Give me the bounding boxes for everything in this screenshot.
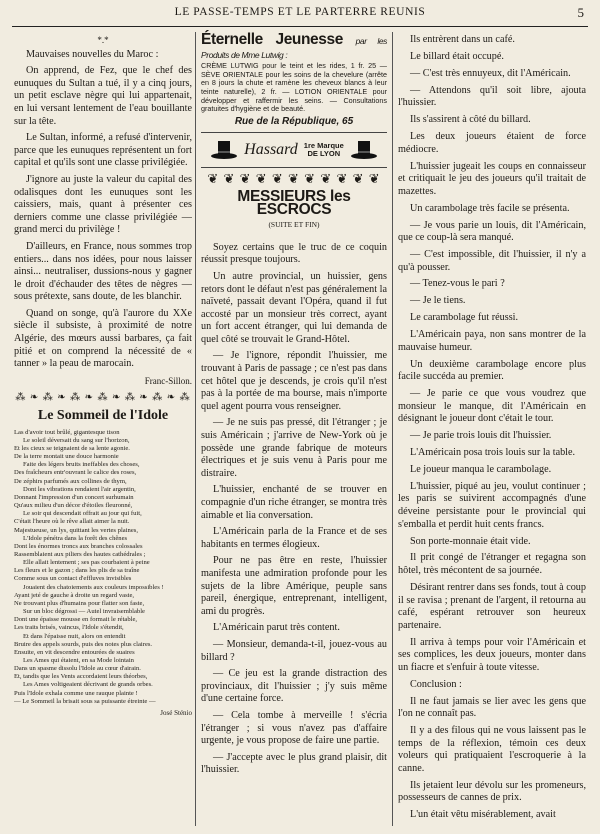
hat-brand-line2: DE LYON xyxy=(307,149,341,159)
story-paragraph: Le joueur manqua le carambolage. xyxy=(410,463,552,475)
hat-brand: Hassard xyxy=(244,141,298,159)
poem-title: Le Sommeil de l'Idole xyxy=(37,408,169,424)
poem-line: Las d'avoir tout brûlé, gigantesque tison xyxy=(14,428,120,436)
poem-line: Les Ames voltigeaient décrivant de grands orbes. xyxy=(23,681,153,689)
section-stars: *.* xyxy=(97,35,109,45)
story-paragraph: Il y a des filous qui ne vous laissent pas le temps de la réflexion, témoin ces deux voleurs qui pratiquaient l'escroquerie à la canne. xyxy=(398,725,586,774)
story-text xyxy=(201,242,387,777)
top-hat-icon xyxy=(210,139,238,161)
article-signature: Franc-Sillon. xyxy=(144,375,192,386)
story-paragraph: Ils s'assirent à côté du billard. xyxy=(410,114,531,126)
page-number: 5 xyxy=(577,5,584,20)
story-paragraph: L'huissier, enchanté de se trouver en compagnie d'un riche étranger, se montra très aimable et lia conversation. xyxy=(201,484,387,521)
story-paragraph: — Je parie ce que vous voudrez que monsieur le manque, dit l'Américain en désignant le joueur dont c'était le tour. xyxy=(398,388,586,425)
poem-line: De la terre montait une douce harmonie xyxy=(14,453,119,461)
ornament-divider: ❦ ❦ ❦ ❦ ❦ ❦ ❦ ❦ ❦ ❦ ❦ xyxy=(207,173,381,186)
story-title: MESSIEURS les ESCROCS xyxy=(237,187,351,218)
story-subtitle: (SUITE ET FIN) xyxy=(268,220,320,230)
poem-line: Comme sous un contact d'effluves invisibles xyxy=(14,575,132,583)
poem-line: Dont les vibrations rendaient l'air argentin, xyxy=(23,485,136,493)
story-paragraph: — Ce jeu est la grande distraction des provinciaux, dit l'huissier ; j'y suis même d'une certaine force. xyxy=(201,668,387,705)
story-paragraph: L'Américain paya, non sans montrer de la mauvaise humeur. xyxy=(398,329,586,353)
poem-line: Dont les énormes troncs aux branches colossales xyxy=(14,542,143,550)
poem-line: C'était l'heure où le rêve allait aimer la nuit. xyxy=(14,518,130,526)
story-paragraph: Les deux joueurs étaient de force médiocre. xyxy=(398,131,586,155)
story-paragraph: Un carambolage très facile se présenta. xyxy=(410,202,570,214)
story-paragraph: — Cela tombe à merveille ! s'écria l'étranger ; si vous n'avez pas d'affaire urgente, je vous propose de faire une partie. xyxy=(201,709,387,747)
maroc-article xyxy=(14,49,192,371)
story-paragraph: L'Américain posa trois louis sur la table. xyxy=(410,447,576,459)
poem-line: Le soir qui descendait offrait au jour qui fuit, xyxy=(23,510,142,518)
article-paragraph: Quand on songe, qu'à l'aurore du XXe siècle il subsiste, à proximité de notre Algérie, des mœurs aussi barbares, ça fait pitié et on comprend la nécessité de « tanner » la peau de marocain. xyxy=(14,307,192,370)
poem-line: Ayant jeté de gauche à droite un regard vaste, xyxy=(14,591,135,599)
poem-line: Les Ames qui étaient, en sa Mode lointain xyxy=(23,657,134,664)
poem-line: Jouaient des chatoiements aux couleurs impossibles ! xyxy=(23,583,164,591)
story-paragraph: L'Américain parla de la France et de ses habitants en termes élogieux. xyxy=(201,526,387,550)
story-paragraph: — Je le tiens. xyxy=(410,295,466,307)
ad-body: CRÈME LUTWIG pour le teint et les rides, 1 fr. 25 — SÈVE ORIENTALE pour les soins de la chevelure (arrête en 8 jours la chute et ramène les cheveux blancs à leur teinte naturelle), 2 fr. — LOTION ORIENTALE pour développer et raffermir les seins. — Consultations gratuites d'hygiène et de beauté. xyxy=(201,61,387,114)
story-paragraph: Conclusion : xyxy=(410,678,462,690)
article-paragraph: Le Sultan, informé, a refusé d'intervenir, parce que les eunuques représentent un fort capital et qu'ils sont une classe privilégiée. xyxy=(14,132,192,169)
story-paragraph: Pour ne pas être en reste, l'huissier manifesta une admiration profonde pour les sujets de la libre Amérique, peuple sans pareil, énergique, entreprenant, intelligent, ami du progrès. xyxy=(201,555,387,617)
story-paragraph: L'huissier jugeait les coups en connaisseur et critiquait le jeu des joueurs qu'il traitait de mazettes. xyxy=(398,160,586,197)
poem-line: Ne trouvant plus d'humains pour flatter son faste, xyxy=(14,599,145,607)
article-paragraph: D'ailleurs, en France, nous sommes trop entiers... dans nos idées, pour nous laisser ainsi... neutraliser, dussions-nous y gagner le droit d'échauder des têtes de nègres — sous prétexte, sans doute, de les blanchir. xyxy=(14,240,192,303)
story-paragraph: Un deuxième carambolage encore plus facile succéda au premier. xyxy=(398,358,586,383)
column-divider xyxy=(392,32,393,826)
ad-headline xyxy=(201,31,387,61)
article-paragraph: J'ignore au juste la valeur du capital des odalisques dont les eunuques sont les caissiers, mais, quant à présenter ces derniers comme une classe privilégiée — grand merci du privilège ! xyxy=(14,173,192,236)
story-paragraph: Ils jetaient leur dévolu sur les promeneurs, possesseurs de cannes de prix. xyxy=(398,779,586,804)
top-hat-icon xyxy=(350,139,378,161)
story-paragraph: Il arriva à temps pour voir l'Américain et ses complices, les deux joueurs, monter dans un fiacre et s'enfuir à toute vitesse. xyxy=(398,636,586,673)
newspaper-title: LE PASSE-TEMPS ET LE PARTERRE REUNIS xyxy=(174,6,426,18)
poem-line: Sur un bloc dégrossi — Autel invraisemblable xyxy=(23,608,145,616)
story-paragraph: Désirant rentrer dans ses fonds, tout à coup il se ravisa ; prenant de l'argent, il retourna au café, espérant retrouver son heureux partenaire. xyxy=(398,581,586,631)
poem-line: Donnant l'impression d'un concert surhumain xyxy=(14,493,134,501)
poem-line: Et, tandis que les Vents accordaient leurs théorbes, xyxy=(14,673,148,681)
poem-line: Qu'aux milieu d'un décor d'étoiles fleuronné, xyxy=(14,502,133,510)
poem-line: Et dans l'épaisse nuit, alors on entendit xyxy=(23,632,126,640)
poem-line: De zéphirs parfumés aux collines de thym, xyxy=(14,477,127,485)
story-paragraph: Soyez certains que le truc de ce coquin réussit presque toujours. xyxy=(201,241,387,266)
story-paragraph: — Attendons qu'il soit libre, ajouta l'huissier. xyxy=(398,84,586,109)
poem-line: Des fraîcheurs entr'ouvrant le calice des roses, xyxy=(14,469,137,477)
poem-line: Dans un spasme dissolu l'Idole au cœur d'airain. xyxy=(14,665,141,673)
story-paragraph: Le billard était occupé. xyxy=(410,50,504,62)
poem-line: Bruire des appels sourds, puis des notes plus claires. xyxy=(14,640,153,648)
poem-line: — Le Sommeil la brisait sous sa puissante étreinte — xyxy=(14,697,156,705)
poem-line: Ensuite, en vit descendre entourées de suaires xyxy=(14,648,135,656)
story-paragraph: — Monsieur, demanda-t-il, jouez-vous au billard ? xyxy=(201,638,387,663)
poem-line: Les traits brisés, vaincus, l'Idole s'étendit, xyxy=(14,624,124,632)
column-divider xyxy=(195,32,196,826)
story-paragraph: Un autre provincial, un huissier, gens retors dont le défaut n'est pas généralement la naïveté, passait devant l'Opéra, quand il fut accosté par un monsieur très correct, ayant un fort accent étranger, qui lui demanda de quel côté se trouvait le Grand-Hôtel. xyxy=(201,270,387,345)
story-paragraph: — Je parie trois louis dit l'huissier. xyxy=(410,430,552,442)
story-paragraph: Il ne faut jamais se lier avec les gens que l'on ne connaît pas. xyxy=(398,695,586,720)
story-paragraph: Il prit congé de l'étranger et regagna son hôtel, très mécontent de sa journée. xyxy=(398,552,586,577)
poem-text xyxy=(14,429,192,706)
poem-line: Elle allait lentement ; ses pas courbaient à peine xyxy=(23,559,150,567)
column-2 xyxy=(201,31,387,781)
story-paragraph: L'huissier, piqué au jeu, voulut continuer ; les paris se suivirent accompagnés d'une déveine persistante pour le provincial qui s'emballa et perdit huit cents francs. xyxy=(398,480,586,530)
story-paragraph: L'un était vêtu misérablement, avait xyxy=(410,809,556,821)
article-paragraph: On apprend, de Fez, que le chef des eunuques du Sultan a tué, il y a cinq jours, un petit esclave nègre qui lui appartenait, en lui versant lentement de l'eau bouillante sur la tête. xyxy=(14,65,192,127)
story-paragraph: Son porte-monnaie était vide. xyxy=(410,535,531,547)
poem-line: Dont une épaisse mousse en formait le rétable, xyxy=(14,616,138,624)
hat-advertisement xyxy=(201,133,387,168)
hat-brand-line1: 1re Marque xyxy=(303,140,344,150)
column-1 xyxy=(14,34,192,720)
poem-line: Majestueuse, un lys, quittant les vertes plaines, xyxy=(14,526,138,534)
article-paragraph: Mauvaises nouvelles du Maroc : xyxy=(26,48,159,60)
poem-line: Le soleil déversait du sang sur l'horizon, xyxy=(23,436,130,444)
story-paragraph: — Je ne suis pas pressé, dit l'étranger ; je suis Américain ; j'arrive de New-York où je possède une grande fabrique de moteurs électriques et je suis venu à Paris pour me distraire. xyxy=(201,417,387,479)
poem-line: Faite des légers bruits ineffables des choses, xyxy=(23,461,140,469)
story-paragraph: — Je vous parie un louis, dit l'Américain, que ce coup-là sera manqué. xyxy=(398,219,586,244)
ad-headline-main: Éternelle Jeunesse xyxy=(201,31,343,48)
ad-address: Rue de la République, 65 xyxy=(234,115,354,127)
story-paragraph: L'Américain parut très content. xyxy=(213,622,340,634)
story-paragraph: — C'est impossible, dit l'huissier, il n'y a qu'à pousser. xyxy=(398,248,586,273)
story-paragraph: — Tenez-vous le pari ? xyxy=(410,278,505,290)
poem-signature: José Sténio xyxy=(160,708,192,717)
column-3 xyxy=(398,34,586,826)
story-paragraph: Le carambolage fut réussi. xyxy=(410,312,519,324)
poem-line: Puis l'Idole exhala comme une rauque plainte ! xyxy=(14,689,138,697)
jeunesse-advertisement xyxy=(201,31,387,133)
poem-line: Et les cieux se teignaient de sa lente agonie. xyxy=(14,444,130,452)
story-paragraph: Ils entrèrent dans un café. xyxy=(410,34,515,45)
poem-line: L'Idole pénétra dans la forêt des chênes xyxy=(23,534,128,542)
story-paragraph: — J'accepte avec le plus grand plaisir, dit l'huissier. xyxy=(201,751,387,776)
poem-line: Les fleurs et le gazon ; dans les plis de sa traîne xyxy=(14,567,140,575)
page-header xyxy=(12,0,588,27)
ornament-divider: ⁂ ❧ ⁂ ❧ ⁂ ❧ ⁂ ❧ ⁂ ❧ ⁂ ❧ ⁂ xyxy=(15,392,191,404)
story-paragraph: — Je l'ignore, répondit l'huissier, me trouvant à Paris de passage ; ce n'est pas dans cet hôtel que je descends, je crois qu'il n'est pas à la portée de ma bourse, mais n'importe quel agent pourra vous renseigner. xyxy=(201,350,387,412)
story-paragraph: — C'est très ennuyeux, dit l'Américain. xyxy=(410,67,571,79)
poem-line: Rassemblaient aux piliers des hautes cathédrales ; xyxy=(14,550,146,558)
ad-headline-side: par les Produits de Mme Lutwig : xyxy=(201,36,387,60)
hat-brand-subtitle xyxy=(304,142,344,159)
